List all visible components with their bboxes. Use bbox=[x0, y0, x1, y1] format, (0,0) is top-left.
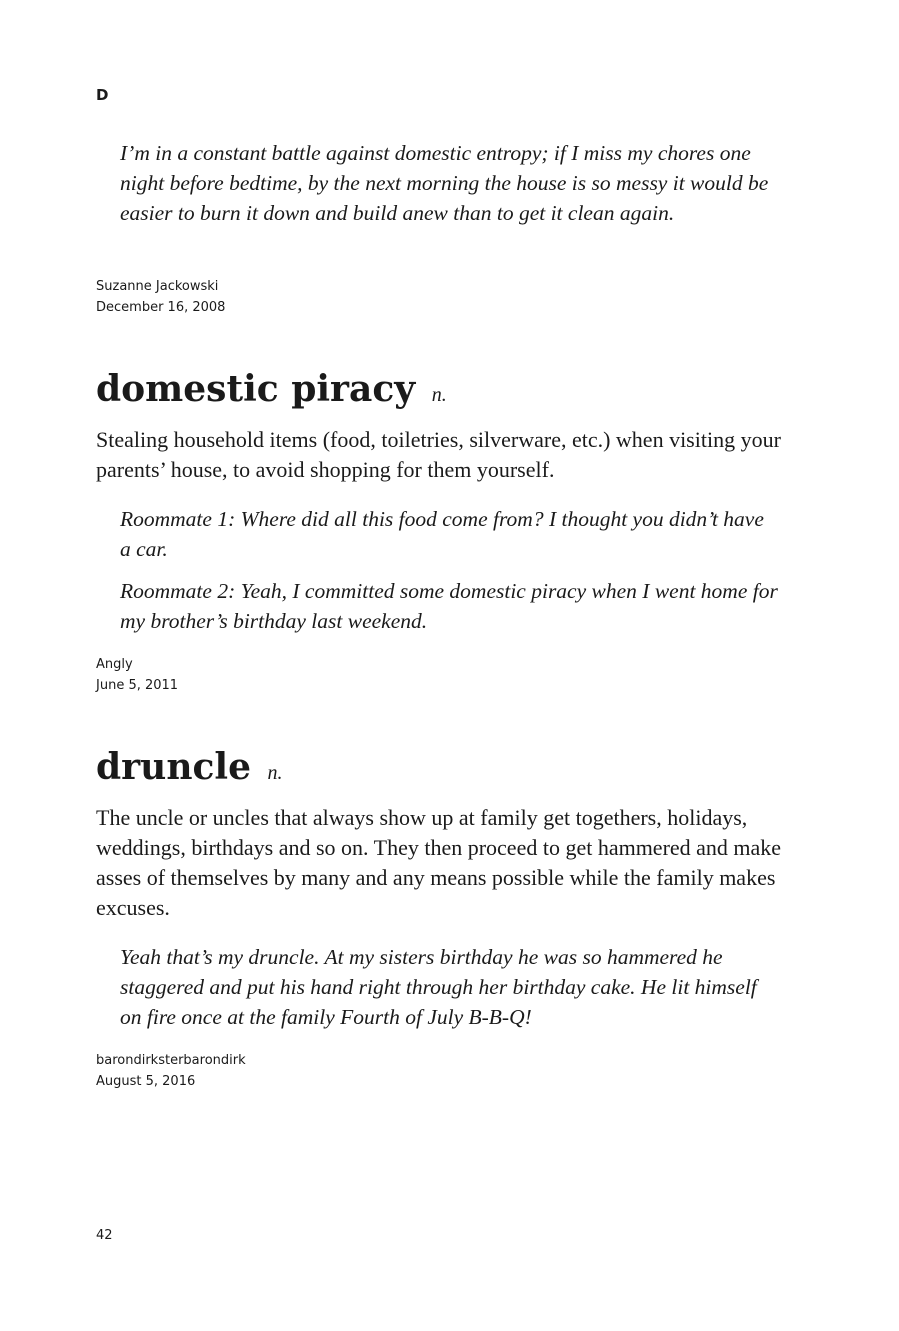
example-quote-text: I’m in a constant battle against domestic entropy; if I miss my chores one night before bedtime, by the next morning the house is so messy it would be easier to burn it down and build anew than to get it clean again. bbox=[120, 141, 769, 225]
example-quote-line: Yeah that’s my druncle. At my sisters birthday he was so hammered he staggered and put his hand right through her birthday cake. He lit himself on fire once at the family Fourth of July B-B-Q! bbox=[120, 945, 757, 1029]
entry-definition: The uncle or uncles that always show up at family get togethers, holidays, weddings, birthdays and so on. They then proceed to get hammered and make asses of themselves by many and any means possible while the family makes excuses. bbox=[96, 805, 782, 920]
author-name: Angly bbox=[96, 657, 133, 672]
example-quote bbox=[120, 504, 780, 636]
entry-headword bbox=[96, 745, 283, 795]
entry-headword bbox=[96, 367, 447, 417]
part-of-speech: n. bbox=[267, 762, 283, 784]
entry-date: June 5, 2011 bbox=[96, 678, 179, 693]
carryover-attribution bbox=[96, 276, 225, 318]
author-name: Suzanne Jackowski bbox=[96, 279, 219, 294]
carryover-example-quote bbox=[120, 138, 780, 228]
part-of-speech: n. bbox=[431, 384, 447, 406]
example-quote bbox=[120, 942, 780, 1032]
entry-attribution bbox=[96, 654, 178, 696]
dictionary-page bbox=[96, 0, 796, 1331]
headword-text: domestic piracy bbox=[96, 368, 416, 410]
section-letter: D bbox=[96, 86, 109, 104]
headword-text: druncle bbox=[96, 746, 251, 788]
example-quote-line: Roommate 2: Yeah, I committed some domestic piracy when I went home for my brother’s birthday last weekend. bbox=[120, 579, 778, 633]
entry-definition: Stealing household items (food, toiletries, silverware, etc.) when visiting your parents’ house, to avoid shopping for them yourself. bbox=[96, 427, 781, 482]
page-number: 42 bbox=[96, 1228, 113, 1243]
entry-date: August 5, 2016 bbox=[96, 1074, 196, 1089]
entry-date: December 16, 2008 bbox=[96, 300, 226, 315]
entry-attribution bbox=[96, 1050, 246, 1092]
author-name: barondirksterbarondirk bbox=[96, 1053, 246, 1068]
example-quote-line: Roommate 1: Where did all this food come from? I thought you didn’t have a car. bbox=[120, 507, 764, 561]
